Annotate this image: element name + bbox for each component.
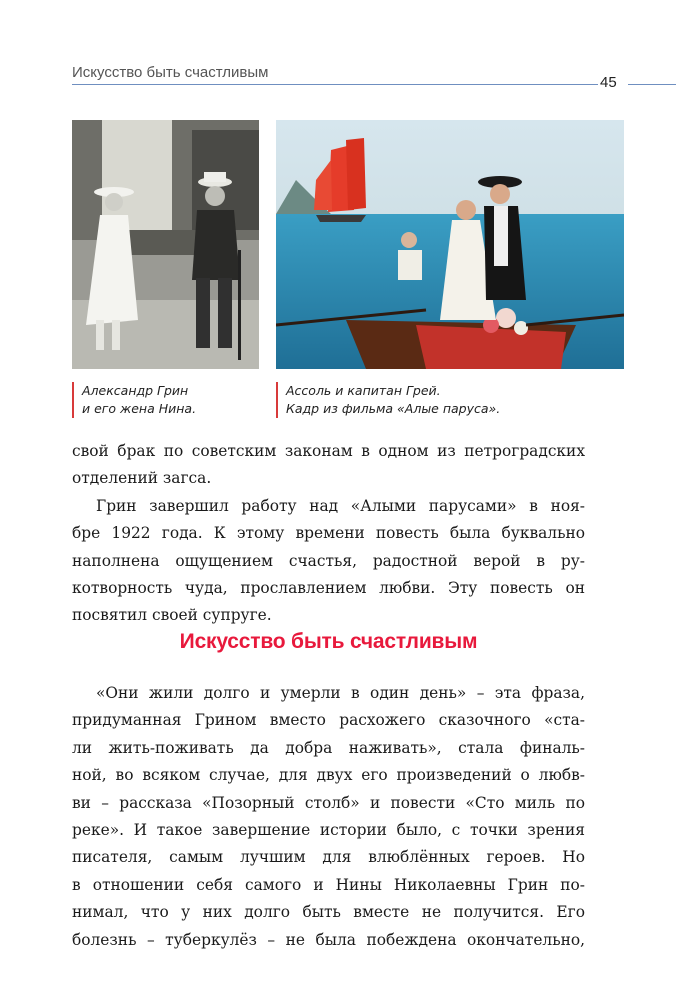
caption-line: и его жена Нина. — [82, 401, 197, 416]
text-line: болезнь – туберкулёз – не была побеждена окончательно, — [72, 930, 585, 949]
paragraph — [72, 680, 585, 954]
text-line: бре 1922 года. К этому времени повесть была буквально — [72, 524, 585, 543]
header-rule-right — [628, 84, 676, 85]
running-title: Искусство быть счастливым — [72, 64, 269, 81]
text-line: придуманная Грином вместо расхожего сказочного «ста- — [72, 711, 585, 730]
text-line: нимал, что у них долго быть вместе не получится. Его — [72, 903, 585, 922]
text-line: наполнена ощущением счастья, радостной верой в ру- — [72, 551, 585, 570]
text-line: свой брак по советским законам в одном из петроградских — [72, 442, 585, 460]
caption-photo-grin-and-wife — [72, 382, 196, 418]
text-line: отделений загса. — [72, 469, 212, 488]
photo-film-still-scarlet-sails — [276, 120, 624, 369]
body-paragraph-1-2 — [72, 438, 585, 630]
text-line: ли жить-поживать да добра наживать», стала финаль- — [72, 738, 585, 757]
photo-grin-and-wife — [72, 120, 259, 369]
text-line: писателя, самым лучшим для влюблённых героев. Но — [72, 848, 585, 867]
body-paragraph-3 — [72, 680, 585, 954]
section-heading: Искусство быть счастливым — [179, 630, 478, 653]
text-line: ви – рассказа «Позорный столб» и повести «Сто миль по — [72, 793, 585, 812]
caption-line: Ассоль и капитан Грей. — [286, 383, 441, 398]
text-line: «Они жили долго и умерли в один день» – эта фраза, — [96, 684, 585, 702]
caption-line: Кадр из фильма «Алые паруса». — [286, 401, 501, 416]
text-line: Грин завершил работу над «Алыми парусами» в ноя- — [96, 496, 585, 515]
page-number: 45 — [600, 74, 617, 91]
header-rule — [72, 84, 598, 85]
text-line: котворность чуда, прославлением любви. Эту повесть он — [72, 579, 585, 598]
caption-film-still — [276, 382, 500, 418]
text-line: посвятил своей супруге. — [72, 606, 272, 625]
caption-line: Александр Грин — [82, 383, 189, 398]
text-line: в отношении себя самого и Нины Николаевны Грин по- — [72, 875, 585, 894]
text-line: реке». И такое завершение истории было, с точки зрения — [72, 821, 585, 840]
text-line: ной, во всяком случае, для двух его произведений о любв- — [72, 766, 585, 785]
paragraph — [72, 438, 585, 493]
paragraph — [72, 493, 585, 630]
